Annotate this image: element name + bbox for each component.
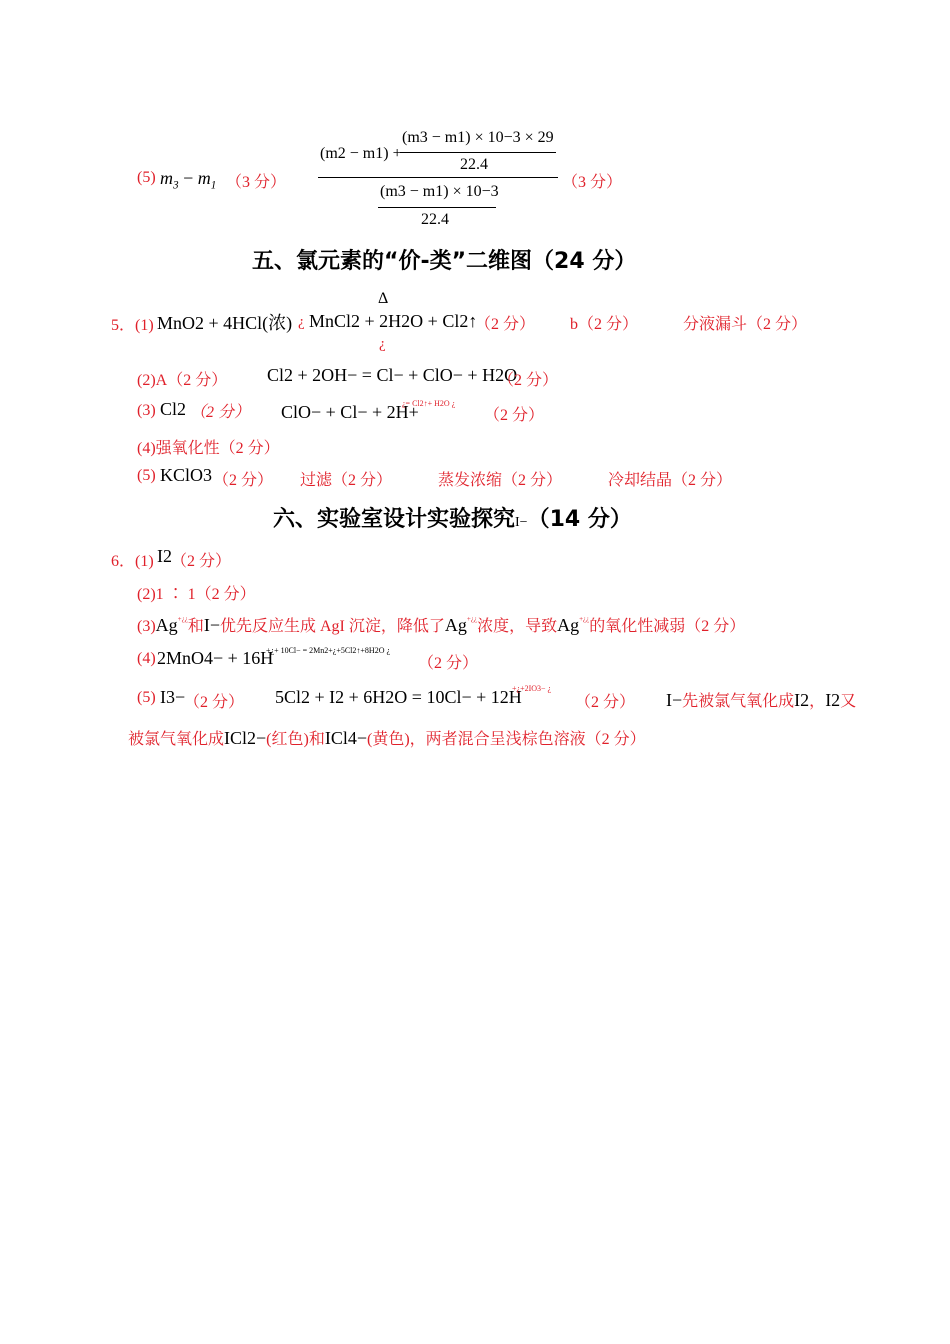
q6-1-i2: I2: [157, 546, 172, 566]
frac-top-line: [400, 152, 556, 153]
q6-5-score-1: （2 分）: [184, 694, 245, 711]
section5-title: 五、氯元素的“价-类”二维图（24 分）: [252, 249, 637, 274]
q6-5-explain-2: 被氯气氧化成ICl2−(红色)和ICl4−(黄色)，两者混合呈浅棕色溶液（2 分）: [128, 728, 646, 748]
q6-5-explain-1: I−先被氯气氧化成I2，I2又: [666, 690, 857, 710]
q5-5-score: （2 分）: [213, 472, 274, 489]
q5-3-score-a: （2 分）: [190, 404, 251, 421]
q6-5-tail: +¿+2IO3− ¿: [512, 684, 552, 693]
q6-2-text: (2)1 ∶ 1（2 分）: [137, 586, 256, 603]
q5-2-label: (2)A（2 分）: [137, 372, 228, 389]
q5-5-cool: 冷却结晶（2 分）: [608, 472, 733, 489]
q6-4-score: （2 分）: [418, 655, 479, 672]
delta-sign: Δ: [378, 290, 389, 307]
q5-5-kclo3: KClO3: [160, 465, 213, 485]
q5-2-eq: Cl2 + 2OH− = Cl− + ClO− + H2O: [267, 365, 518, 385]
frac-main-line: [318, 177, 558, 178]
frac-bot-num: (m3 − m1) × 10−3: [380, 183, 499, 200]
q5prev-score-1: （3 分）: [226, 174, 287, 191]
frac-bot-line: [378, 207, 496, 208]
frac-top-num: (m3 − m1) × 10−3 × 29: [402, 129, 554, 146]
q5-5-evap: 蒸发浓缩（2 分）: [438, 472, 563, 489]
frac-bot-den: 22.4: [421, 211, 449, 228]
q5-2-score: （2 分）: [498, 372, 559, 389]
q6-4-tail: +¿+ 10Cl− = 2Mn2+¿+5Cl2↑+8H2O ¿: [266, 646, 391, 655]
q5-3-eq-tail: ¿= Cl2↑+ H2O ¿: [402, 399, 456, 408]
q6-1-score: （2 分）: [171, 553, 232, 570]
q6-4-label: (4): [137, 650, 156, 667]
q5-3-cl2: Cl2: [160, 399, 187, 419]
q5-4-text: (4)强氧化性（2 分）: [137, 440, 280, 457]
q5prev-expr: $m_3 - m_1$: [160, 168, 217, 192]
q5-5-filter: 过滤（2 分）: [300, 472, 393, 489]
q5-3-score-b: （2 分）: [484, 407, 545, 424]
q5prev-label: (5): [137, 169, 156, 186]
frac-top-den: 22.4: [460, 156, 488, 173]
q5-1-score: （2 分）: [475, 316, 536, 333]
q5-1-inv-1: ¿: [298, 314, 305, 330]
q5-1-label: 5．(1): [111, 317, 154, 334]
q6-5-score-2: （2 分）: [575, 694, 636, 711]
q5-3-eq: ClO− + Cl− + 2H+: [281, 402, 419, 422]
q5-1-b: b（2 分）: [570, 316, 639, 333]
section6-title: 六、实验室设计实验探究I−（14 分）: [273, 507, 632, 532]
frac-top-left: (m2 − m1) +: [320, 145, 402, 162]
q6-3-line: (3)Ag+¿¿和I−优先反应生成 AgI 沉淀，降低了Ag+¿¿浓度，导致Ag+¿¿的氧化性减弱（2 分）: [137, 615, 746, 635]
q6-1-label: 6．(1): [111, 553, 154, 570]
q6-5-i3: I3−: [160, 687, 186, 707]
q5-1-eq-left: MnO2 + 4HCl(浓): [157, 313, 293, 333]
q5-5-label: (5): [137, 467, 156, 484]
q6-4-eq: 2MnO4− + 16H: [157, 648, 274, 668]
q5-1-inv-2: ¿: [379, 336, 386, 352]
q6-5-label: (5): [137, 689, 156, 706]
q5-3-label: (3): [137, 402, 156, 419]
q5-1-eq-right: MnCl2 + 2H2O + Cl2↑: [309, 311, 478, 331]
q5prev-score-2: （3 分）: [562, 174, 623, 191]
q6-5-eq: 5Cl2 + I2 + 6H2O = 10Cl− + 12H: [275, 687, 522, 707]
q5-1-funnel: 分液漏斗（2 分）: [683, 316, 808, 333]
